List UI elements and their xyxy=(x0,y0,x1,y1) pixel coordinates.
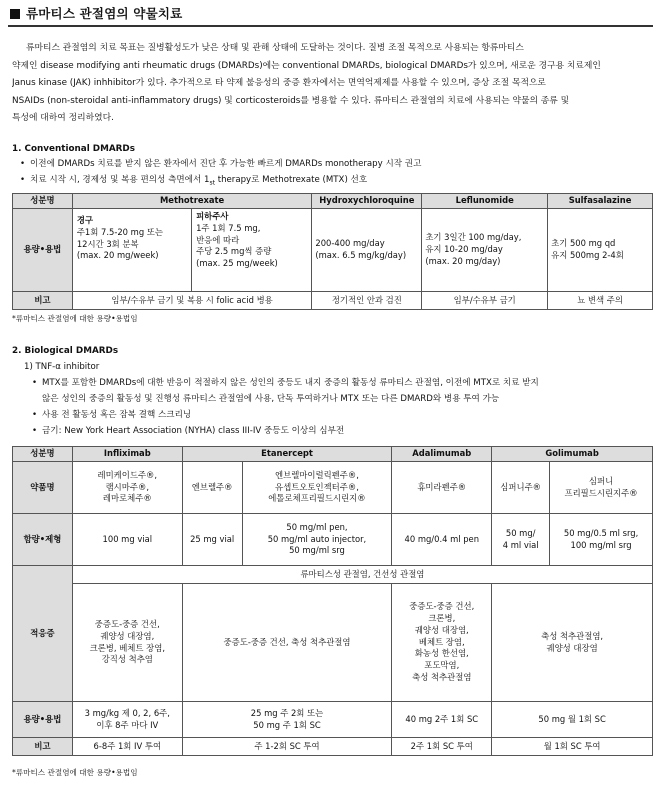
etanercept-indications: 중증도-중증 건선, 축성 척추관절염 xyxy=(182,584,392,702)
indication-common: 류마티스성 관절염, 건선성 관절염 xyxy=(72,566,652,584)
header-cell: Hydroxychloroquine xyxy=(312,194,422,209)
footnote: *류마티스 관절염에 대한 용량•용법임 xyxy=(12,768,138,777)
footnote: *류마티스 관절염에 대한 용량•용법임 xyxy=(12,314,138,323)
table-cell: 월 1회 SC 투여 xyxy=(492,738,653,756)
row-label: 용량•용법 xyxy=(13,209,73,292)
golimumab-indications: 축성 척추관절염, 궤양성 대장염 xyxy=(492,584,653,702)
table-row xyxy=(13,702,653,738)
etanercept-brand: 엔브렐주® xyxy=(182,462,242,514)
table-cell: 25 mg vial xyxy=(182,514,242,566)
row-label: 적응증 xyxy=(13,566,73,702)
etanercept-brands: 엔브렐마이럴릭펜주®, 유셉트오토인젝터주®, 에톨로체프리필드시린지® xyxy=(242,462,392,514)
tnf-inhibitor-table xyxy=(12,446,653,756)
mtx-injection: 피하주사 1주 1회 7.5 mg, 반응에 따라 주당 2.5 mg씩 증량 (max. 25 mg/week) xyxy=(196,211,278,269)
golimumab-brand: 심퍼니주® xyxy=(492,462,550,514)
adalimumab-brand: 휴미라펜주® xyxy=(392,462,492,514)
golimumab-brands: 심퍼니 프리필드시린지주® xyxy=(550,462,653,514)
header-cell: Golimumab xyxy=(492,447,653,462)
intro-paragraph xyxy=(12,40,648,128)
section1-heading: 1. Conventional DMARDs xyxy=(12,144,135,154)
section2-bullet: • 사용 전 활동성 혹은 잠복 결핵 스크리닝 xyxy=(32,410,192,420)
header-cell: Sulfasalazine xyxy=(548,194,653,209)
golimumab-forms: 50 mg/0.5 ml srg, 100 mg/ml srg xyxy=(550,514,653,566)
hcq-dose-cell: 200-400 mg/day (max. 6.5 mg/kg/day) xyxy=(312,209,422,292)
infliximab-dose: 3 mg/kg 제 0, 2, 6주, 이후 8주 마다 IV xyxy=(72,702,182,738)
title-bar xyxy=(8,3,653,27)
table-cell: 40 mg/0.4 ml pen xyxy=(392,514,492,566)
table-cell: 주 1-2회 SC 투여 xyxy=(182,738,392,756)
table-cell: 임부/수유부 금기 xyxy=(422,292,548,310)
conventional-dmards-table xyxy=(12,193,653,310)
infliximab-indications: 중증도-중증 건선, 궤양성 대장염, 크론병, 베체트 장염, 강직성 척추염 xyxy=(72,584,182,702)
table-row xyxy=(13,462,653,514)
intro-line: Janus kinase (JAK) inhhibitor가 있다. 추가적으로 타 약제 불응성의 중증 환자에서는 면역억제제를 사용할 수 있으며, 증상 조절 목적으로 xyxy=(12,78,546,88)
table-cell: 50 mg 월 1회 SC xyxy=(492,702,653,738)
section1-bullet: • 치료 시작 시, 경제성 및 복용 편의성 측면에서 $1_{st}$ therapy로 Methotrexate (MTX) 선호 xyxy=(20,175,368,187)
row-label: 용량•용법 xyxy=(13,702,73,738)
table-row xyxy=(13,292,653,310)
table-header-row xyxy=(13,194,653,209)
row-label: 함량•제형 xyxy=(13,514,73,566)
header-cell: Methotrexate xyxy=(72,194,312,209)
header-cell: Infliximab xyxy=(72,447,182,462)
header-cell: 성분명 xyxy=(13,194,73,209)
header-cell: Etanercept xyxy=(182,447,392,462)
intro-line: NSAIDs (non-steroidal anti-inflammatory drugs) 및 corticosteroids를 병용할 수 있다. 류마티스 관절염의 치료에 사용되는 약물의 종류 및 xyxy=(12,95,570,106)
section2-subheading: 1) TNF-α inhibitor xyxy=(24,362,100,372)
golimumab-form-vial: 50 mg/ 4 ml vial xyxy=(492,514,550,566)
table-header-row xyxy=(13,447,653,462)
table-row xyxy=(13,209,653,292)
etanercept-dose: 25 mg 주 2회 또는 50 mg 주 1회 SC xyxy=(182,702,392,738)
section2-bullet-continued: 않은 성인의 중증의 활동성 및 진행성 류마티스 관절염에 사용, 단독 투여하거나 MTX 또는 다른 DMARD와 병용 투여 가능 xyxy=(42,394,500,404)
table-cell: 정기적인 안과 검진 xyxy=(312,292,422,310)
table-cell: 100 mg vial xyxy=(72,514,182,566)
row-label: 비고 xyxy=(13,738,73,756)
square-bullet-icon xyxy=(10,9,20,19)
section2-bullet: • 금기: New York Heart Association (NYHA) class III-IV 중등도 이상의 심부전 xyxy=(32,426,345,436)
section2-bullet: • MTX를 포함한 DMARDs에 대한 반응이 적절하지 않은 성인의 중등도 내지 중증의 활동성 류마티스 관절염, 이전에 MTX로 치료 받지 xyxy=(32,378,539,388)
section2-heading: 2. Biological DMARDs xyxy=(12,346,119,356)
table-row xyxy=(13,566,653,584)
table-row xyxy=(13,584,653,702)
mtx-dose-cell xyxy=(72,209,312,292)
row-label: 약품명 xyxy=(13,462,73,514)
table-cell: 2주 1회 SC 투여 xyxy=(392,738,492,756)
ssz-dose-cell: 초기 500 mg qd 유지 500mg 2-4회 xyxy=(548,209,653,292)
etanercept-forms: 50 mg/ml pen, 50 mg/ml auto injector, 50 mg/ml srg xyxy=(242,514,392,566)
table-cell: 임부/수유부 금기 및 복용 시 folic acid 병용 xyxy=(72,292,312,310)
intro-line: 특성에 대하여 정리하였다. xyxy=(12,113,114,123)
infliximab-brands: 레미케이드주®, 램시마주®, 레마로체주® xyxy=(72,462,182,514)
page-title: 류마티스 관절염의 약물치료 xyxy=(26,6,183,22)
table-row xyxy=(13,514,653,566)
lef-dose-cell: 초기 3일간 100 mg/day, 유지 10-20 mg/day (max. 20 mg/day) xyxy=(422,209,548,292)
table-cell: 뇨 변색 주의 xyxy=(548,292,653,310)
header-cell: Leflunomide xyxy=(422,194,548,209)
table-cell: 40 mg 2주 1회 SC xyxy=(392,702,492,738)
intro-line: 류마티스 관절염의 치료 목표는 질병활성도가 낮은 상태 및 관해 상태에 도달하는 것이다. 질병 조절 목적으로 사용되는 항류마티스 xyxy=(26,43,524,53)
adalimumab-indications: 중증도-중증 건선, 크론병, 궤양성 대장염, 베체트 장염, 화농성 한선염, 포도막염, 축성 척추관절염 xyxy=(392,584,492,702)
intro-line: 약제인 disease modifying anti rheumatic drugs (DMARDs)에는 conventional DMARDs, biological DMARDs가 있으며, 새로운 경구용 치료제인 xyxy=(12,60,601,71)
header-cell: Adalimumab xyxy=(392,447,492,462)
section1-bullet: • 이전에 DMARDs 치료를 받지 않은 환자에서 진단 후 가능한 빠르게 DMARDs monotherapy 시작 권고 xyxy=(20,159,422,169)
header-cell: 성분명 xyxy=(13,447,73,462)
mtx-oral: 경구 주1회 7.5-20 mg 또는 12시간 3회 분복 (max. 20 mg/week) xyxy=(73,209,192,291)
table-cell: 6-8주 1회 IV 투여 xyxy=(72,738,182,756)
row-label: 비고 xyxy=(13,292,73,310)
table-row xyxy=(13,738,653,756)
